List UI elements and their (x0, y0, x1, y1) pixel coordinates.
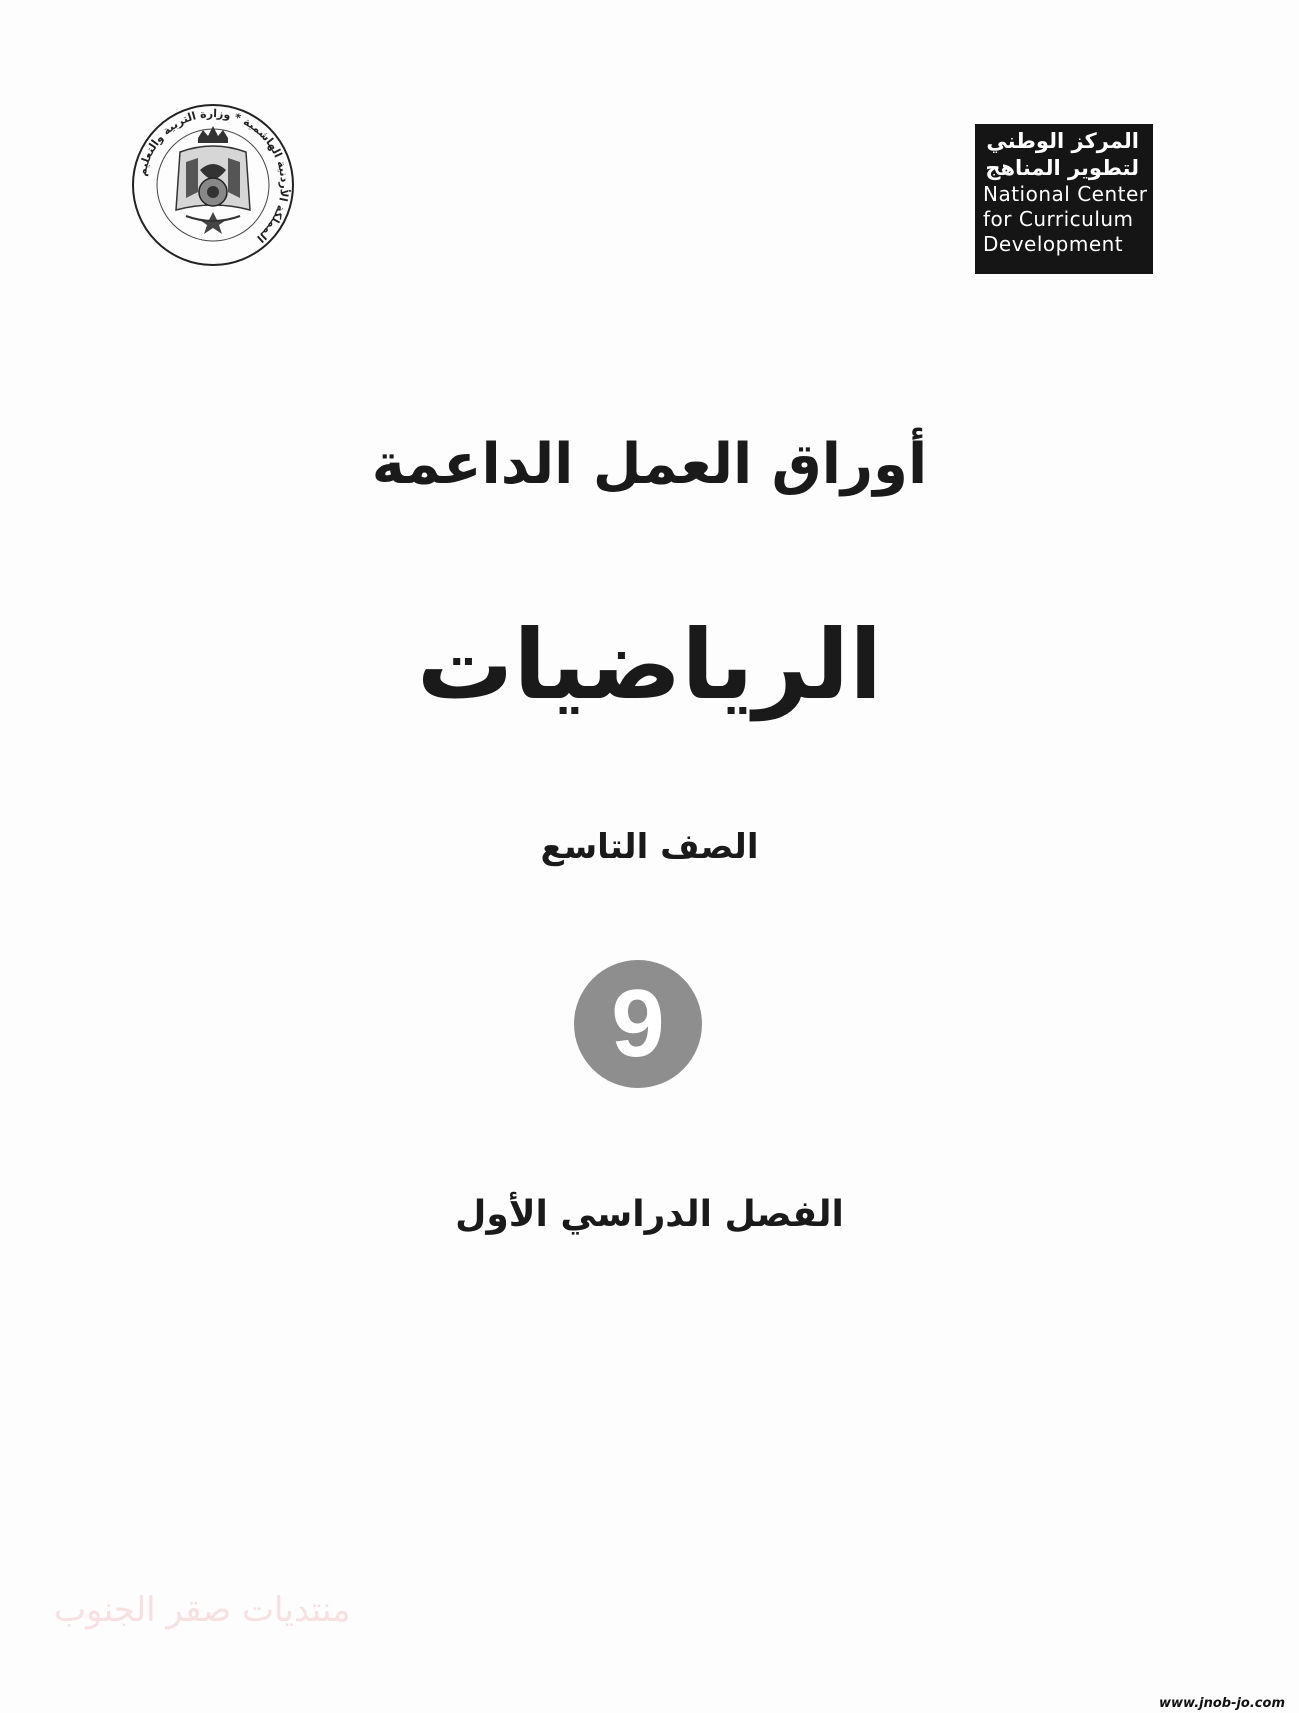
nccd-english-line-2: for Curriculum (983, 207, 1134, 231)
semester-label: الفصل الدراسي الأول (455, 1194, 844, 1235)
nccd-arabic-line-1: المركز الوطني (986, 129, 1139, 153)
cover-subtitle: أوراق العمل الداعمة (371, 432, 928, 497)
nccd-logo (975, 124, 1153, 274)
jordan-coat-of-arms-icon (128, 100, 298, 270)
nccd-english-line-3: Development (983, 232, 1124, 256)
ministry-seal (128, 100, 298, 270)
nccd-arabic-line-2: لتطوير المناهج (985, 156, 1139, 180)
grade-number-badge (574, 960, 702, 1088)
seal-ring-text: المملكة الأردنية الهاشمية * وزارة التربية والتعليم (135, 106, 292, 246)
forum-watermark: منتديات صقر الجنوب (54, 1590, 351, 1630)
site-url: www.jnob-jo.com (1159, 1696, 1285, 1711)
grade-number: 9 (611, 970, 665, 1077)
cover-title: الرياضيات (416, 609, 883, 721)
nccd-english-line-1: National Center (983, 182, 1148, 206)
grade-label: الصف التاسع (540, 827, 759, 867)
